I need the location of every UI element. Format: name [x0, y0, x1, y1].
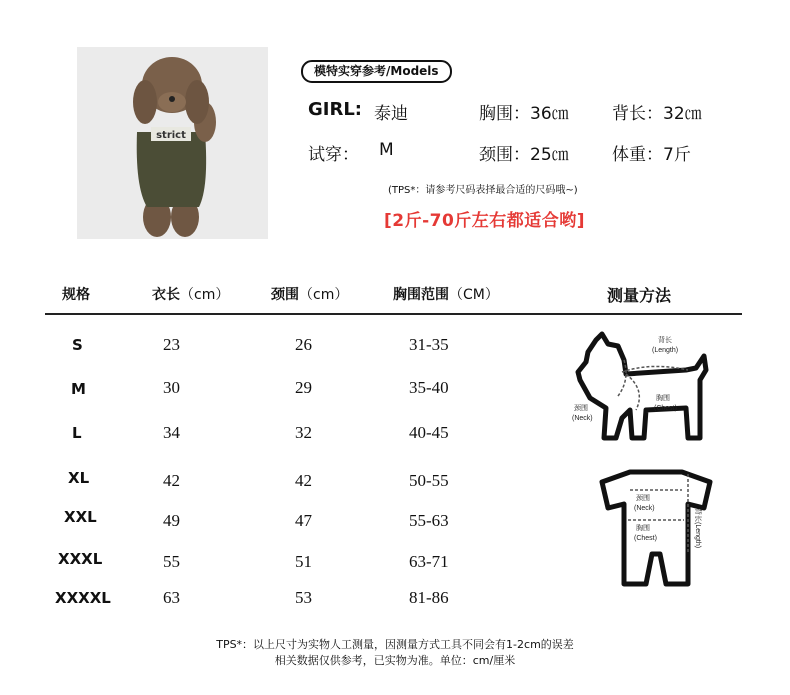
fig-garment-neck-en: (Neck) — [634, 505, 655, 512]
models-pill: 模特实穿参考/Models — [301, 60, 452, 83]
header-length: 衣长（cm） — [152, 287, 230, 303]
header-method: 测量方法 — [607, 286, 672, 305]
cell-length: 23 — [163, 335, 180, 354]
fig-chest-en: (Chest) — [654, 405, 677, 412]
cell-neck: 26 — [295, 335, 312, 354]
fig-chest: 胸围 — [656, 395, 670, 402]
model-back-length: 背长：32㎝ — [612, 104, 702, 124]
cell-neck: 29 — [295, 378, 312, 397]
cell-neck: 42 — [295, 471, 312, 490]
garment-measure-diagram — [592, 464, 722, 592]
cell-chest: 35-40 — [409, 378, 449, 397]
cell-length: 42 — [163, 471, 180, 490]
fig-garment-chest-en: (Chest) — [634, 535, 657, 542]
model-weight: 体重：7斤 — [612, 145, 691, 165]
model-neck: 颈围：25㎝ — [479, 145, 569, 165]
fig-neck: 颈围 — [574, 405, 588, 412]
cell-neck: 53 — [295, 588, 312, 607]
cell-size: L — [72, 424, 82, 442]
fig-garment-chest: 胸围 — [636, 525, 650, 532]
cell-length: 30 — [163, 378, 180, 397]
header-size: 规格 — [62, 287, 90, 303]
shirt-print-text: strict — [156, 130, 186, 141]
cell-neck: 47 — [295, 511, 312, 530]
cell-size: XXXL — [58, 550, 103, 568]
cell-length: 55 — [163, 552, 180, 571]
cell-length: 63 — [163, 588, 180, 607]
cell-size: XXXXL — [55, 589, 111, 607]
header-divider — [45, 313, 742, 315]
girl-label: GIRL: — [308, 99, 362, 120]
model-dog-photo — [77, 47, 268, 239]
cell-size: S — [72, 336, 83, 354]
cell-chest: 55-63 — [409, 511, 449, 530]
cell-chest: 81-86 — [409, 588, 449, 607]
fig-neck-en: (Neck) — [572, 415, 593, 422]
cell-chest: 50-55 — [409, 471, 449, 490]
fig-back-length-en: (Length) — [652, 347, 679, 354]
header-neck: 颈围（cm） — [271, 287, 349, 303]
trial-size: M — [379, 140, 394, 160]
fig-garment-back-length: 背长(Length) — [694, 508, 701, 549]
fig-back-length: 背长 — [658, 337, 672, 344]
cell-size: XXL — [64, 508, 97, 526]
cell-length: 49 — [163, 511, 180, 530]
promo-text: [2斤-70斤左右都适合哟] — [384, 211, 586, 231]
tps-note-top: (TPS*：请参考尺码表择最合适的尺码哦~) — [388, 185, 578, 196]
footnote-line-1: TPS*：以上尺寸为实物人工测量，因测量方式工具不同会有1-2cm的误差 — [216, 638, 574, 651]
trial-label: 试穿： — [308, 145, 359, 165]
header-chest: 胸围范围（CM） — [393, 287, 499, 303]
cell-chest: 40-45 — [409, 423, 449, 442]
cell-length: 34 — [163, 423, 180, 442]
cell-neck: 32 — [295, 423, 312, 442]
cell-chest: 63-71 — [409, 552, 449, 571]
fig-garment-neck: 颈围 — [636, 495, 650, 502]
cell-chest: 31-35 — [409, 335, 449, 354]
model-chest: 胸围：36㎝ — [479, 104, 569, 124]
footnote-line-2: 相关数据仅供参考，已实物为准。单位：cm/厘米 — [274, 654, 516, 667]
dog-side-measure-diagram — [566, 330, 716, 448]
cell-size: XL — [68, 469, 90, 487]
cell-size: M — [71, 380, 86, 398]
model-breed: 泰迪 — [374, 104, 408, 124]
cell-neck: 51 — [295, 552, 312, 571]
